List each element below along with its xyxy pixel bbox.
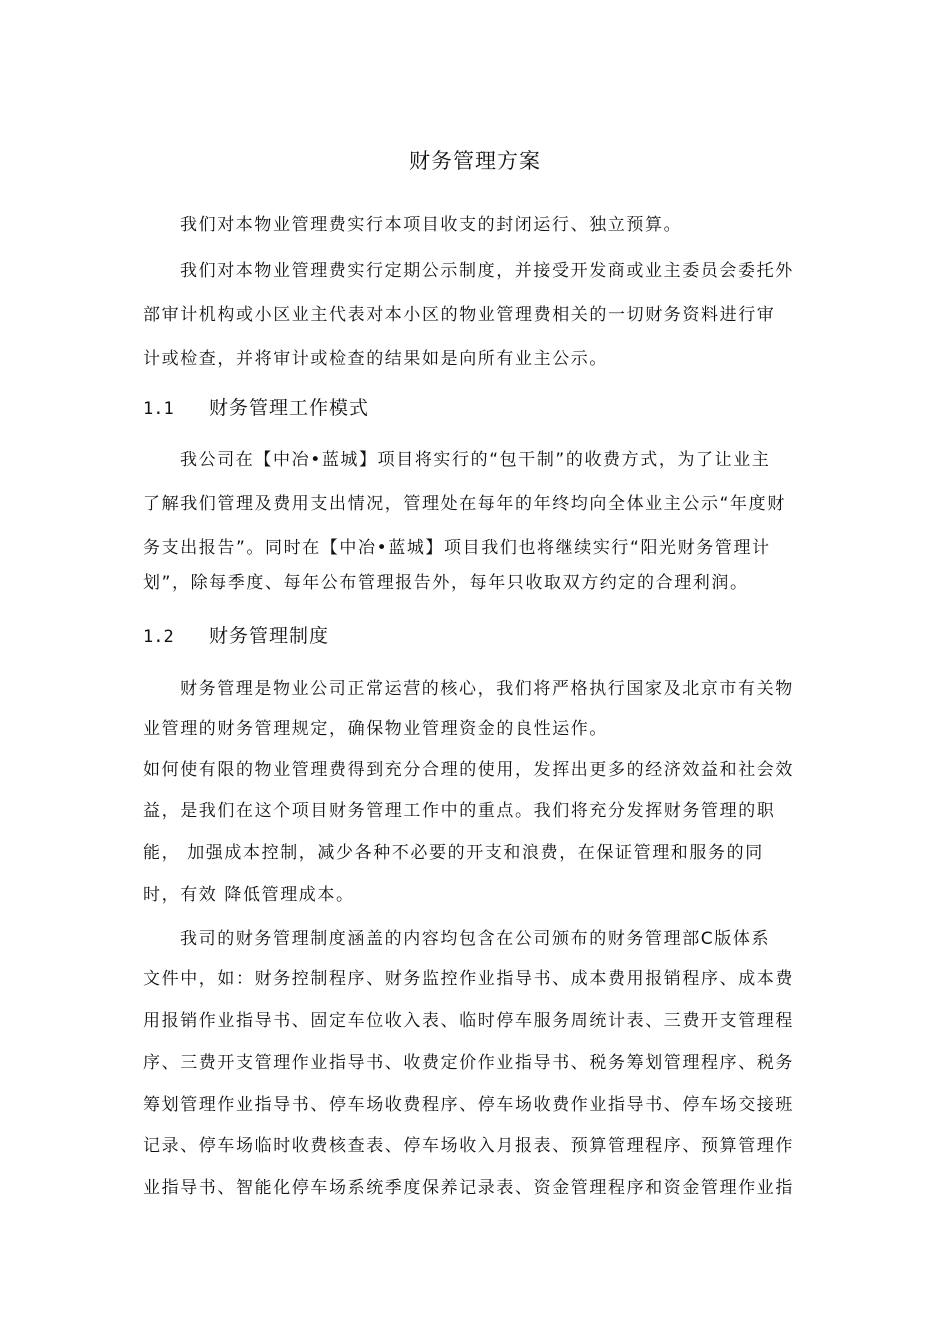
section-heading-1-1 [143, 393, 369, 424]
section-1-2-line: 益，是我们在这个项目财务管理工作中的重点。我们将充分发挥财务管理的职 [143, 801, 776, 821]
section-1-2-line: 业指导书、智能化停车场系统季度保养记录表、资金管理程序和资金管理作业指 [143, 1178, 794, 1198]
section-1-2-line: 时，有效 降低管理成本。 [143, 885, 355, 905]
section-1-1-line: 划”，除每季度、每年公布管理报告外，每年只收取双方约定的合理利润。 [143, 573, 749, 593]
section-number: 1.2 [143, 627, 174, 647]
intro-paragraph-2-line: 我们对本物业管理费实行定期公示制度，并接受开发商或业主委员会委托外 [180, 261, 794, 281]
document-title: 财务管理方案 [409, 149, 541, 173]
section-number: 1.1 [143, 399, 174, 419]
section-heading-1-2 [143, 621, 329, 652]
section-title: 财务管理工作模式 [209, 397, 370, 419]
section-1-2-line: 文件中，如：财务控制程序、财务监控作业指导书、成本费用报销程序、成本费 [143, 969, 794, 989]
section-1-2-line: 记录、停车场临时收费核查表、停车场收入月报表、预算管理程序、预算管理作 [143, 1136, 794, 1156]
section-1-1-line: 务支出报告”。同时在【中冶•蓝城】项目我们也将继续实行“阳光财务管理计 [143, 538, 771, 558]
section-1-2-line: 用报销作业指导书、固定车位收入表、临时停车服务周统计表、三费开支管理程 [143, 1011, 794, 1031]
section-1-2-line: 我司的财务管理制度涵盖的内容均包含在公司颁布的财务管理部C版体系 [180, 929, 771, 949]
intro-paragraph-2-line: 部审计机构或小区业主代表对本小区的物业管理费相关的一切财务资料进行审 [143, 305, 776, 325]
section-1-2-line: 业管理的财务管理规定，确保物业管理资金的良性运作。 [143, 719, 608, 739]
section-1-1-line: 我公司在【中冶•蓝城】项目将实行的“包干制”的收费方式，为了让业主 [180, 450, 771, 470]
section-1-2-line: 序、三费开支管理作业指导书、收费定价作业指导书、税务筹划管理程序、税务 [143, 1053, 794, 1073]
section-1-2-line: 能， 加强成本控制，减少各种不必要的开支和浪费，在保证管理和服务的同 [143, 843, 764, 863]
section-1-2-line: 如何使有限的物业管理费得到充分合理的使用，发挥出更多的经济效益和社会效 [143, 760, 794, 780]
section-1-1-line: 了解我们管理及费用支出情况，管理处在每年的年终均向全体业主公示“年度财 [143, 494, 786, 514]
section-1-2-line: 筹划管理作业指导书、停车场收费程序、停车场收费作业指导书、停车场交接班 [143, 1095, 794, 1115]
intro-paragraph-2-line: 计或检查，并将审计或检查的结果如是向所有业主公示。 [143, 349, 608, 369]
section-title: 财务管理制度 [209, 625, 330, 647]
intro-paragraph-1: 我们对本物业管理费实行本项目收支的封闭运行、独立预算。 [180, 215, 683, 235]
section-1-2-line: 财务管理是物业公司正常运营的核心，我们将严格执行国家及北京市有关物 [180, 679, 794, 699]
